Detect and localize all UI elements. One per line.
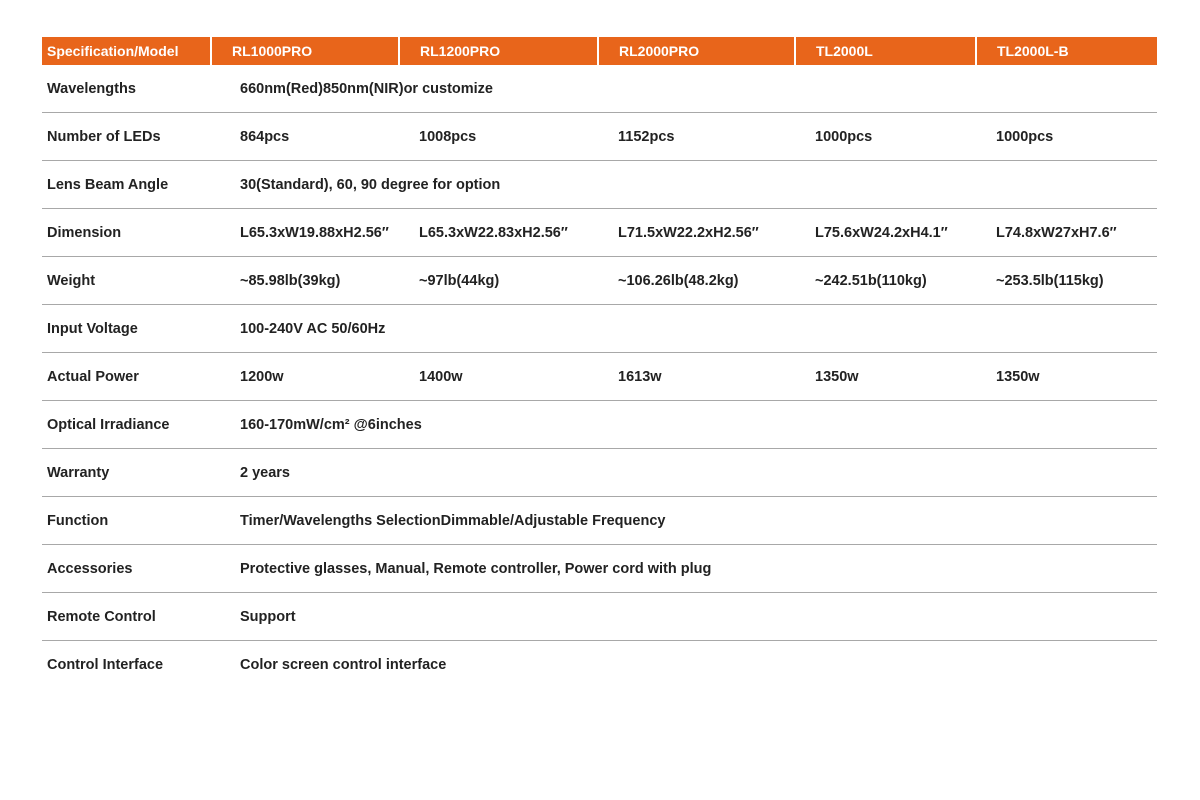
table-row <box>42 641 1157 689</box>
row-label: Input Voltage <box>42 305 211 353</box>
table-row <box>42 65 1157 113</box>
table-row <box>42 593 1157 641</box>
row-label: Remote Control <box>42 593 211 641</box>
header-rl1000pro: RL1000PRO <box>211 37 399 65</box>
row-value: L65.3xW19.88xH2.56″ <box>211 209 399 257</box>
row-label: Lens Beam Angle <box>42 161 211 209</box>
row-value: 100-240V AC 50/60Hz <box>211 305 1157 353</box>
table-row <box>42 113 1157 161</box>
row-value: 1350w <box>795 353 976 401</box>
header-tl2000l: TL2000L <box>795 37 976 65</box>
specification-table <box>42 37 1157 688</box>
row-value: ~253.5lb(115kg) <box>976 257 1157 305</box>
table-header <box>42 37 1157 65</box>
row-value: Color screen control interface <box>240 656 447 673</box>
row-value: 1350w <box>976 353 1157 401</box>
row-value: 1008pcs <box>399 113 598 161</box>
header-rl2000pro: RL2000PRO <box>598 37 795 65</box>
table-body <box>42 65 1157 688</box>
row-value: L65.3xW22.83xH2.56″ <box>399 209 598 257</box>
row-label: Accessories <box>42 545 211 593</box>
row-label: Weight <box>42 257 211 305</box>
row-value: 1400w <box>399 353 598 401</box>
row-label: Warranty <box>42 449 211 497</box>
row-value: Protective glasses, Manual, Remote controller, Power cord with plug <box>211 545 1157 593</box>
table-row <box>42 305 1157 353</box>
row-value: ~85.98lb(39kg) <box>211 257 399 305</box>
table-row <box>42 161 1157 209</box>
header-tl2000l-b: TL2000L-B <box>976 37 1157 65</box>
table-row <box>42 257 1157 305</box>
table-row <box>42 545 1157 593</box>
row-value: ~242.51b(110kg) <box>795 257 976 305</box>
row-value: ~106.26lb(48.2kg) <box>598 257 795 305</box>
header-specification-model: Specification/Model <box>42 37 211 65</box>
row-label: Dimension <box>42 209 211 257</box>
row-value: 1200w <box>211 353 399 401</box>
row-label: Actual Power <box>42 353 211 401</box>
row-label: Wavelengths <box>42 65 211 113</box>
table-row <box>42 401 1157 449</box>
row-value: 1000pcs <box>795 113 976 161</box>
row-value: 2 years <box>211 449 1157 497</box>
table-row <box>42 497 1157 545</box>
row-value: L74.8xW27xH7.6″ <box>976 209 1157 257</box>
row-value: 864pcs <box>211 113 399 161</box>
row-value: Timer/Wavelengths SelectionDimmable/Adjustable Frequency <box>211 497 1157 545</box>
row-value: L71.5xW22.2xH2.56″ <box>598 209 795 257</box>
row-value: 30(Standard), 60, 90 degree for option <box>211 161 1157 209</box>
row-label: Function <box>42 497 211 545</box>
row-value: L75.6xW24.2xH4.1″ <box>795 209 976 257</box>
row-value: 1613w <box>598 353 795 401</box>
row-label: Control Interface <box>47 656 164 673</box>
table-row <box>42 209 1157 257</box>
row-value: 1152pcs <box>598 113 795 161</box>
row-value: Support <box>211 593 1157 641</box>
table-row <box>42 449 1157 497</box>
header-rl1200pro: RL1200PRO <box>399 37 598 65</box>
row-label: Optical Irradiance <box>42 401 211 449</box>
row-value: 160-170mW/cm² @6inches <box>211 401 1157 449</box>
header-row <box>42 37 1157 65</box>
table-row <box>42 353 1157 401</box>
row-value: 1000pcs <box>976 113 1157 161</box>
row-label: Number of LEDs <box>42 113 211 161</box>
row-value: 660nm(Red)850nm(NIR)or customize <box>211 65 1157 113</box>
row-value: ~97lb(44kg) <box>399 257 598 305</box>
